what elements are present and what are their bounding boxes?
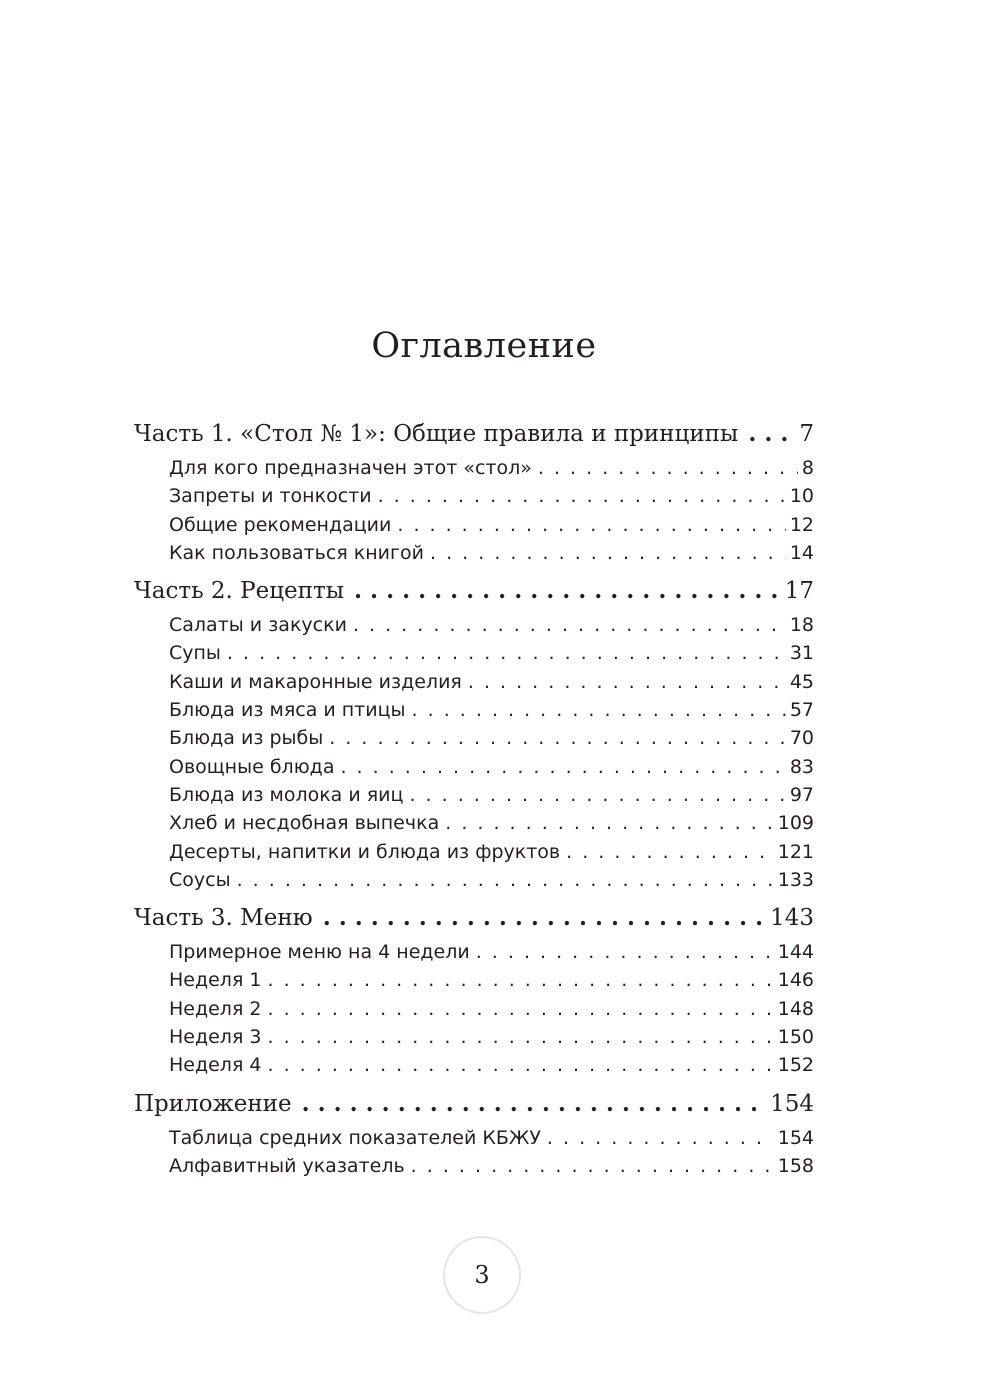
toc-entry-page: 150	[777, 1026, 814, 1049]
dot-leader	[411, 1152, 774, 1180]
toc-entry[interactable]	[134, 781, 814, 809]
toc-entry-page: 154	[777, 1126, 814, 1149]
toc-entry-page: 158	[777, 1154, 814, 1177]
toc-entry[interactable]	[134, 724, 814, 752]
toc-entry-title: Как пользоваться книгой	[169, 541, 424, 564]
dot-leader	[538, 454, 798, 482]
toc-entry-page: 8	[801, 457, 814, 479]
toc-entry-title: Запреты и тонкости	[169, 485, 372, 508]
toc-entry-title: Таблица средних показателей КБЖУ	[169, 1126, 541, 1149]
dot-leader	[547, 1124, 774, 1152]
toc-entry-title: Блюда из рыбы	[169, 727, 324, 750]
toc-entry[interactable]	[134, 753, 814, 781]
toc-entry[interactable]	[134, 1152, 814, 1180]
toc-part-title: Часть 3. Меню	[134, 905, 313, 932]
toc-entry-page: 18	[789, 614, 814, 637]
dot-leader	[430, 539, 786, 567]
toc-entry-title: Неделя 3	[169, 1026, 262, 1049]
toc-part[interactable]	[134, 898, 814, 938]
toc-entry-title: Каши и макаронные изделия	[169, 670, 462, 693]
toc-entry-title: Десерты, напитки и блюда из фруктов	[169, 840, 561, 863]
toc-entry[interactable]	[134, 1051, 814, 1079]
toc-entry[interactable]	[134, 668, 814, 696]
toc-entry[interactable]	[134, 966, 814, 994]
toc-entry[interactable]	[134, 454, 814, 482]
dot-leader	[268, 966, 774, 994]
table-of-contents	[134, 414, 814, 1180]
dot-leader	[340, 753, 785, 781]
toc-entry-page: 45	[789, 670, 814, 693]
toc-entry-page: 146	[777, 969, 814, 992]
dot-leader	[445, 809, 774, 837]
dot-leader	[323, 898, 766, 938]
toc-part-title: Часть 1. «Стол № 1»: Общие правила и принципы	[134, 421, 739, 447]
toc-part-title: Приложение	[134, 1090, 292, 1117]
toc-entry-title: Неделя 4	[169, 1054, 262, 1077]
dot-leader	[302, 1084, 766, 1124]
toc-entry[interactable]	[134, 511, 814, 539]
toc-entry[interactable]	[134, 539, 814, 567]
toc-entry-page: 10	[789, 485, 814, 508]
dot-leader	[354, 571, 781, 611]
toc-part[interactable]	[134, 414, 814, 454]
toc-entry-title: Общие рекомендации	[169, 513, 392, 536]
dot-leader	[412, 696, 786, 724]
toc-entry-page: 12	[789, 513, 814, 536]
toc-part-page: 154	[770, 1090, 814, 1117]
toc-entry[interactable]	[134, 696, 814, 724]
toc-entry-page: 133	[777, 868, 814, 891]
toc-entry-page: 148	[777, 997, 814, 1020]
toc-entry-page: 31	[789, 642, 814, 665]
dot-leader	[476, 938, 774, 966]
toc-entry-title: Салаты и закуски	[169, 614, 347, 637]
toc-entry-page: 14	[789, 541, 814, 564]
toc-part-page: 143	[770, 905, 814, 932]
dot-leader	[268, 995, 774, 1023]
toc-entry-page: 97	[789, 783, 814, 806]
toc-entry[interactable]	[134, 639, 814, 667]
toc-entry-title: Для кого предназначен этот «стол»	[169, 457, 532, 479]
page-number: 3	[443, 1236, 521, 1314]
dot-leader	[353, 611, 786, 639]
toc-entry[interactable]	[134, 938, 814, 966]
dot-leader	[227, 639, 786, 667]
toc-entry-page: 109	[777, 812, 814, 835]
toc-entry-title: Овощные блюда	[169, 755, 335, 778]
dot-leader	[397, 511, 785, 539]
toc-entry-title: Блюда из молока и яиц	[169, 783, 404, 806]
toc-entry-title: Хлеб и несдобная выпечка	[169, 812, 440, 835]
toc-entry[interactable]	[134, 866, 814, 894]
dot-leader	[468, 668, 786, 696]
toc-part-title: Часть 2. Рецепты	[134, 578, 345, 605]
toc-entry-title: Неделя 2	[169, 997, 262, 1020]
dot-leader	[409, 781, 785, 809]
toc-entry[interactable]	[134, 809, 814, 837]
dot-leader	[268, 1023, 774, 1051]
toc-entry-title: Неделя 1	[169, 969, 262, 992]
dot-leader	[748, 414, 795, 454]
toc-entry-title: Примерное меню на 4 недели	[169, 941, 470, 964]
dot-leader	[378, 482, 786, 510]
dot-leader	[237, 866, 774, 894]
toc-part-page: 17	[784, 578, 814, 605]
toc-entry[interactable]	[134, 611, 814, 639]
toc-entry[interactable]	[134, 1124, 814, 1152]
toc-part-page: 7	[799, 421, 814, 447]
toc-entry-page: 121	[777, 840, 814, 863]
dot-leader	[268, 1051, 774, 1079]
toc-entry[interactable]	[134, 995, 814, 1023]
toc-entry-page: 57	[789, 699, 814, 722]
toc-entry-title: Блюда из мяса и птицы	[169, 699, 406, 722]
dot-leader	[566, 838, 774, 866]
toc-entry-page: 152	[777, 1054, 814, 1077]
toc-entry[interactable]	[134, 482, 814, 510]
toc-entry-page: 83	[789, 755, 814, 778]
dot-leader	[329, 724, 786, 752]
toc-part[interactable]	[134, 571, 814, 611]
toc-entry-title: Супы	[169, 642, 221, 665]
toc-entry-title: Соусы	[169, 868, 231, 891]
toc-entry-page: 144	[777, 941, 814, 964]
page-title: Оглавление	[371, 326, 597, 366]
toc-entry[interactable]	[134, 838, 814, 866]
toc-entry[interactable]	[134, 1023, 814, 1051]
toc-entry-page: 70	[789, 727, 814, 750]
toc-entry-title: Алфавитный указатель	[169, 1154, 405, 1177]
toc-part[interactable]	[134, 1084, 814, 1124]
